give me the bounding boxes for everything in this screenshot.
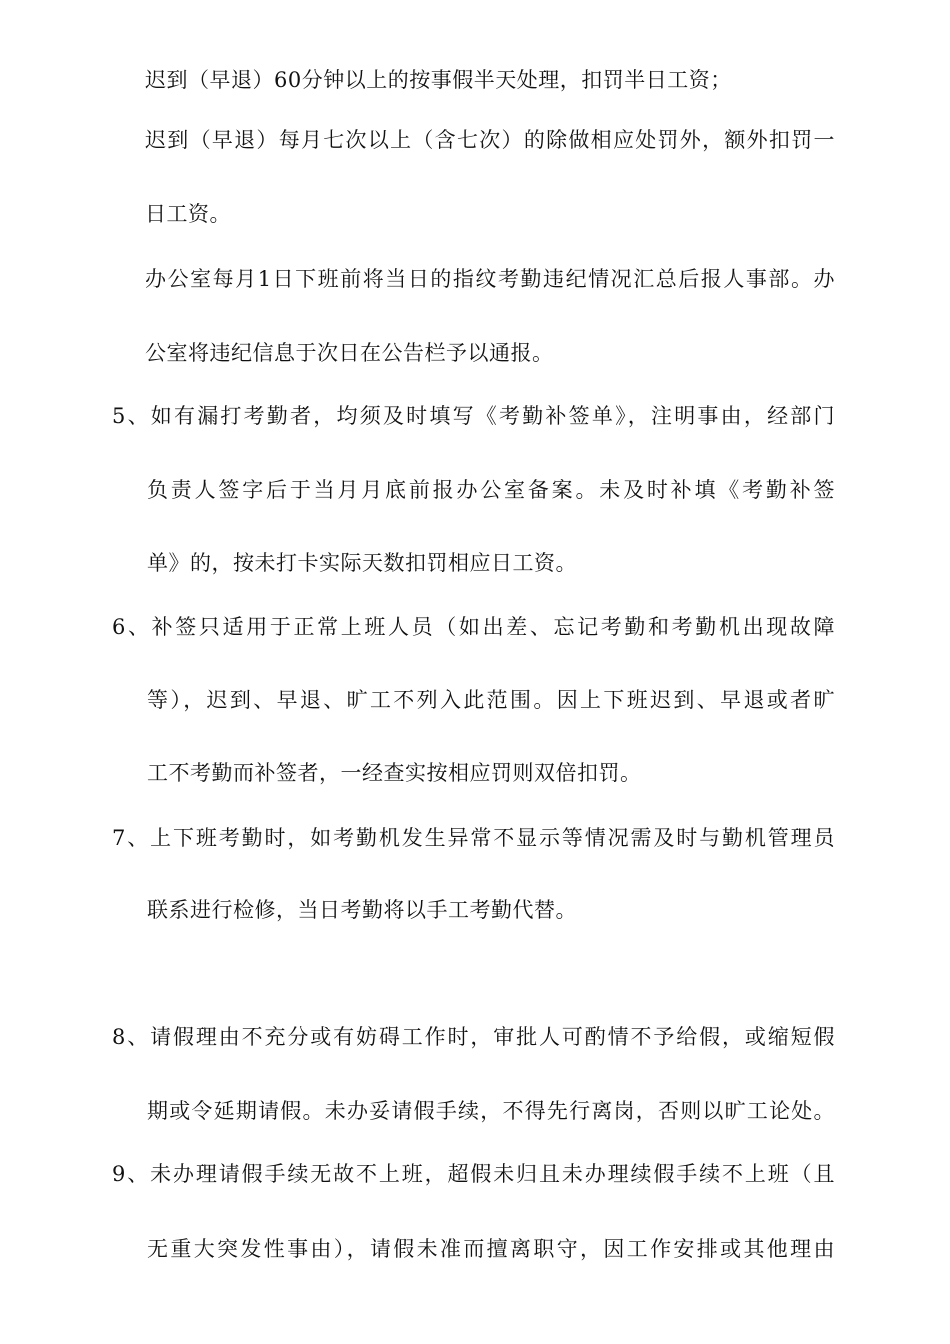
paragraph-line: 办公室每月1日下班前将当日的指纹考勤违纪情况汇总后报人事部。办 [145, 267, 835, 291]
list-item-8-line: 期或令延期请假。未办妥请假手续，不得先行离岗，否则以旷工论处。 [147, 1099, 835, 1123]
list-item-5-line: 单》的，按未打卡实际天数扣罚相应日工资。 [147, 551, 577, 575]
list-item-8-line: 8、请假理由不充分或有妨碍工作时，审批人可酌情不予给假，或缩短假 [112, 1025, 835, 1049]
list-item-9-line: 无重大突发性事由），请假未准而擅离职守，因工作安排或其他理由 [147, 1237, 835, 1261]
list-item-7-line: 7、上下班考勤时，如考勤机发生异常不显示等情况需及时与勤机管理员 [112, 826, 835, 850]
list-item-5-line: 5、如有漏打考勤者，均须及时填写《考勤补签单》，注明事由，经部门 [112, 404, 835, 428]
list-item-7-line: 联系进行检修，当日考勤将以手工考勤代替。 [147, 898, 577, 922]
list-item-5-line: 负责人签字后于当月月底前报办公室备案。未及时补填《考勤补签 [147, 478, 835, 502]
paragraph-line: 公室将违纪信息于次日在公告栏予以通报。 [145, 341, 554, 365]
paragraph-line: 迟到（早退）60分钟以上的按事假半天处理，扣罚半日工资； [145, 68, 732, 92]
list-item-6-line: 工不考勤而补签者，一经查实按相应罚则双倍扣罚。 [147, 761, 642, 785]
list-item-9-line: 9、未办理请假手续无故不上班，超假未归且未办理续假手续不上班（且 [112, 1162, 835, 1186]
list-item-6-line: 6、补签只适用于正常上班人员（如出差、忘记考勤和考勤机出现故障 [112, 615, 835, 639]
paragraph-line: 日工资。 [145, 202, 231, 226]
paragraph-line: 迟到（早退）每月七次以上（含七次）的除做相应处罚外，额外扣罚一 [145, 128, 835, 152]
list-item-6-line: 等），迟到、早退、旷工不列入此范围。因上下班迟到、早退或者旷 [147, 688, 835, 712]
